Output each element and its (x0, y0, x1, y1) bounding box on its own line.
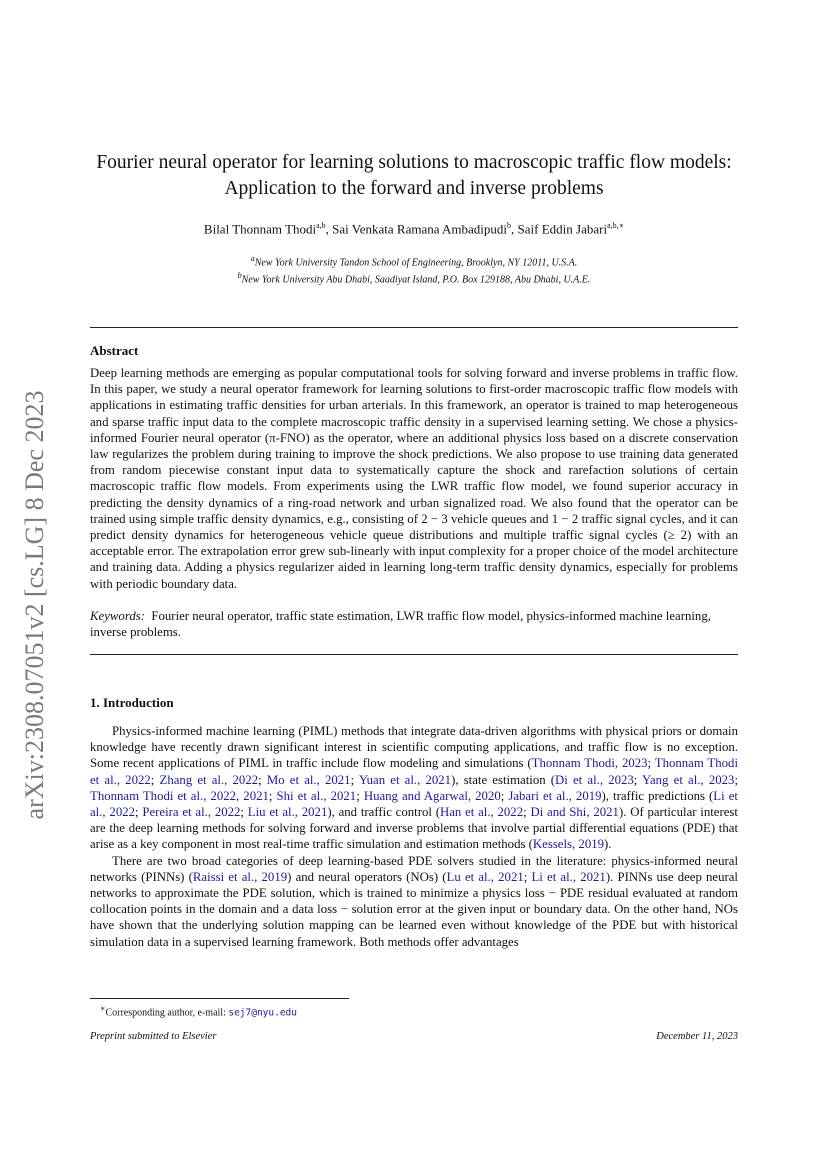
citation-link[interactable]: Thonnam Thodi, 2023 (531, 756, 648, 771)
paragraph-text: ; (135, 805, 143, 820)
citation-link[interactable]: Di et al., 2023 (555, 772, 634, 787)
citation-link[interactable]: Shi et al., 2021 (276, 788, 357, 803)
footnote-text: Corresponding author, e-mail: (105, 1007, 229, 1019)
paragraph-text: ; (240, 805, 248, 820)
paragraph-text: ). (604, 837, 612, 852)
paragraph-text: ; (633, 772, 643, 787)
author-1: Bilal Thonnam Thodi (203, 221, 317, 237)
author-3-affil: a,b,∗ (607, 221, 625, 230)
paragraph-text: ; (258, 772, 267, 787)
citation-link[interactable]: Li et al., 2022 (90, 788, 738, 820)
citation-link[interactable]: Thonnam Thodi et al., 2022 (90, 756, 738, 787)
keywords-text: Fourier neural operator, traffic state estimation, LWR traffic flow model, physics-informed machine learning, inverse problems. (90, 609, 711, 640)
footnote (100, 1004, 297, 1018)
title-line-2: Application to the forward and inverse problems (224, 178, 604, 199)
keywords-label: Keywords: (90, 609, 145, 623)
citation-link[interactable]: Yang et al., 2023 (642, 772, 735, 787)
paper-title (60, 150, 768, 202)
author-2-affil: b (507, 221, 512, 230)
citation-link[interactable]: Raissi et al., 2019 (192, 869, 288, 884)
affiliation-a-text: New York University Tandon School of Engineering, Brooklyn, NY 12011, U.S.A. (254, 257, 578, 269)
abstract-text: Deep learning methods are emerging as popular computational tools for solving forward and inverse problems in traffic flow. In this paper, we study a neural operator framework for learning solutions to first-order macroscopic traffic flow models with applications in estimating traffic densities for urban arterials. In this framework, an operator is trained to map heterogeneous and sparse traffic input data to the complete macroscopic traffic density in a supervised learning setting. We chose a physics-informed Fourier neural operator (π-FNO) as the operator, where an additional physics loss based on a discrete conservation law regularizes the problem during training to improve the shock predictions. We also propose to use training data generated from random piecewise constant input data to systematically capture the shock and rarefaction solutions of certain macroscopic traffic flow models. From experiments using the LWR traffic flow model, we found superior accuracy in predicting the density dynamics of a ring-road network and urban signalized road. We also found that the operator can be trained using simple traffic density dynamics, e.g., consisting of 2 − 3 vehicle queues and 1 − 2 traffic signal cycles, and it can predict density dynamics for heterogeneous vehicle queue distributions and multiple traffic signal cycles (≥ 2) with an acceptable error. The extrapolation error grew sub-linearly with input complexity for a proper choice of the model architecture and training data. Adding a physics regularizer aided in learning long-term traffic density dynamics, especially for problems with periodic boundary data. (90, 366, 738, 591)
intro-paragraph-2 (90, 853, 738, 950)
author-2: Sai Venkata Ramana Ambadipudi (332, 221, 508, 237)
citation-link[interactable]: Mo et al., 2021 (266, 772, 351, 787)
paragraph-text: Physics-informed machine learning (PIML) methods that integrate data-driven algorithms with physical priors or domain knowledge have recently drawn significant interest in scientific computing applications, and traffic flow is no exception. Some recent applications of PIML in traffic include flow modeling and simulations ( (90, 724, 738, 771)
affiliation-a (60, 252, 768, 269)
abstract-heading: Abstract (90, 343, 139, 358)
author-list: Bilal Thonnam Thodi$^{a,b}$, Sai Venkata Ramana Ambadipudi$^b$, Saif Eddin Jabari$^{a,b,∗}$ (203, 221, 625, 237)
author-3: Saif Eddin Jabari (517, 221, 608, 237)
paragraph-text: ), and traffic control ( (327, 805, 440, 820)
paragraph-text: ; (523, 869, 532, 884)
citation-link[interactable]: Huang and Agarwal, 2020 (363, 788, 501, 803)
footnote-mark: ∗ (100, 1004, 106, 1013)
footer-date: December 11, 2023 (656, 1031, 738, 1042)
citation-link[interactable]: Li et al., 2021 (531, 869, 606, 884)
footnote-rule (90, 998, 349, 999)
footnote-email-link[interactable]: sej7@nyu.edu (228, 1007, 297, 1019)
affiliation-a-mark: a (250, 254, 255, 263)
paragraph-text: ), traffic predictions ( (601, 788, 714, 803)
footer-journal: Preprint submitted to Elsevier (90, 1031, 217, 1042)
citation-link[interactable]: Pereira et al., 2022 (142, 805, 241, 820)
paragraph-text: ). Of particular interest are the deep learning methods for solving forward and inverse problems that involve partial differential equations (PDE) that arise as a key component in most real-time traffic simulation and estimation methods ( (90, 805, 738, 852)
citation-link[interactable]: Thonnam Thodi et al., 2022, 2021 (90, 788, 269, 803)
citation-link[interactable]: Han et al., 2022 (439, 805, 524, 820)
affiliation-b-mark: b (237, 271, 242, 281)
intro-paragraph-1 (90, 723, 738, 853)
intro-body (90, 723, 738, 950)
citation-link[interactable]: Jabari et al., 2019 (508, 788, 602, 803)
paragraph-text: ; (350, 772, 359, 787)
keywords (90, 608, 738, 640)
paragraph-text: ), state estimation ( (451, 772, 556, 787)
author-1-affil: a,b (316, 221, 326, 230)
abstract-top-rule (90, 327, 738, 328)
paragraph-text: ; (523, 805, 531, 820)
abstract-body (90, 365, 738, 592)
paragraph-text: ; (500, 788, 509, 803)
citation-link[interactable]: Yuan et al., 2021 (358, 772, 452, 787)
affiliation-b-text: New York University Abu Dhabi, Saadiyat Island, P.O. Box 129188, Abu Dhabi, U.A.E. (241, 274, 591, 286)
paragraph-text: ; (356, 788, 364, 803)
paragraph-text: ; (647, 756, 655, 771)
citation-link[interactable]: Liu et al., 2021 (247, 805, 328, 820)
arxiv-sidebar (10, 370, 60, 840)
affiliation-b (60, 269, 768, 286)
paragraph-text: There are two broad categories of deep learning-based PDE solvers studied in the literature: physics-informed neural networks (PINNs) ( (90, 853, 738, 884)
affiliations (60, 252, 768, 287)
section-heading: 1. Introduction (90, 695, 174, 710)
paragraph-text: ; (268, 788, 277, 803)
paragraph-text: ). PINNs use deep neural networks to approximate the PDE solution, which is trained to minimize a physics loss − PDE residual evaluated at random collocation points in the domain and a data loss − solution error at the given input or boundary data. On the other hand, NOs have shown that the underlying solution mapping can be learned even without knowledge of the PDE but with historical simulation data in a supervised learning framework. Both methods offer advantages (90, 869, 738, 949)
arxiv-identifier: arXiv:2308.07051v2 [cs.LG] 8 Dec 2023 (20, 390, 49, 820)
citation-link[interactable]: Zhang et al., 2022 (159, 772, 259, 787)
abstract-bottom-rule (90, 654, 738, 655)
title-line-1: Fourier neural operator for learning solutions to macroscopic traffic flow models: (96, 152, 732, 173)
paragraph-text: ) and neural operators (NOs) ( (287, 869, 447, 884)
citation-link[interactable]: Di and Shi, 2021 (530, 805, 619, 820)
paragraph-text: ; (734, 772, 738, 787)
paragraph-text: ; (150, 772, 160, 787)
citation-link[interactable]: Kessels, 2019 (532, 837, 605, 852)
citation-link[interactable]: Lu et al., 2021 (446, 869, 524, 884)
